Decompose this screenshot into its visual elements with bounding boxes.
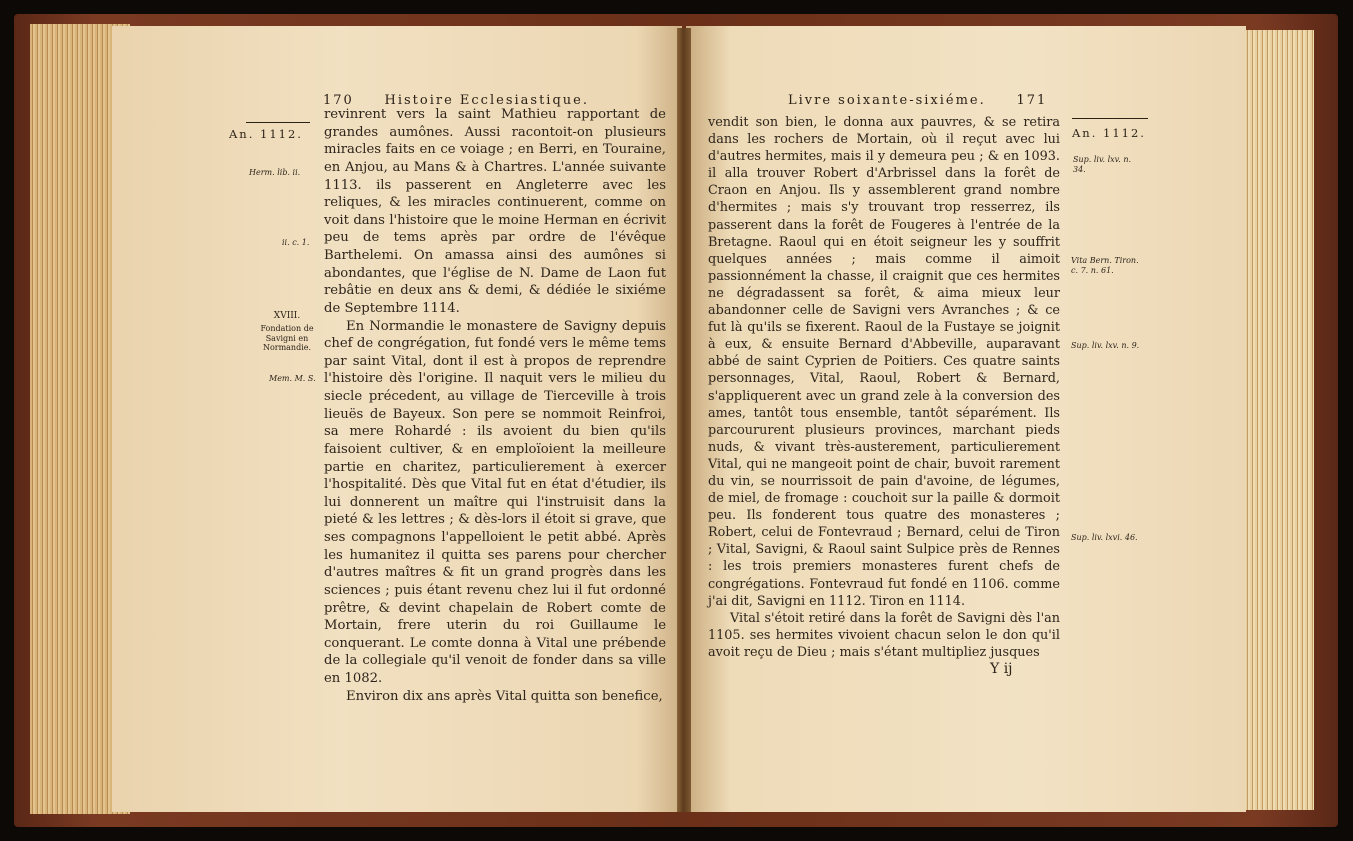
right-running-head: Livre soixante-sixiéme. [788,93,986,108]
margin-note-vita: Vita Bern. Tiron. c. 7. n. 61. [1071,256,1139,275]
right-margin-rule [1072,118,1148,119]
margin-note-sup3: Sup. liv. lxvi. 46. [1071,533,1138,542]
right-page-header [788,93,1047,108]
margin-note-chapter: ii. c. 1. [282,238,310,247]
margin-note-herm: Herm. lib. ii. [249,168,301,177]
left-running-head: Histoire Ecclesiastique. [384,93,589,108]
right-page-text [708,114,1060,661]
left-paragraph-3: Environ dix ans après Vital quitta son benefice, [346,688,663,704]
book-gutter [677,28,691,812]
left-paragraph-1: revinrent vers la saint Mathieu rapportant de grandes aumônes. Aussi racontoit-on plusieurs miracles faits en ce voiage ; en Berri, en Touraine, en Anjou, au Mans & à Chartres. L'année suivante 1113. ils passerent en Angleterre avec les reliques, & les miracles continuerent, comme on voit dans l'histoire que le moine Herman en écrivit peu de tems après par ordre de l'évêque Barthelemi. On amassa ainsi des aumônes si abondantes, que l'église de N. Dame de Laon fut rebâtie en deux ans & demi, & dédiée le sixiéme de Septembre 1114. [324,107,666,316]
margin-note-sup1: Sup. liv. lxv. n. 34. [1073,155,1132,174]
right-page-number: 171 [1016,93,1048,108]
signature-mark: Y ij [990,661,1013,677]
left-paragraph-2: En Normandie le monastere de Savigny depuis chef de congrégation, fut fondé vers le même tems par saint Vital, dont il est à propos de reprendre l'histoire dès l'origine. Il naquit vers le milieu du siecle précedent, au village de Tierceville à trois lieuës de Bayeux. Son pere se nommoit Reinfroi, sa mere Rohardé : ils avoient du bien qu'ils faisoient cultiver, & en emploïoient la meilleure partie en charitez, particulierement à exercer l'hospitalité. Dès que Vital fut en état d'étudier, ils lui donnerent un maître qui l'instruisit dans la pieté & les lettres ; & dès-lors il étoit si grave, que ses compagnons l'appelloient le petit abbé. Après les humanitez il quitta ses parens pour chercher d'autres maîtres & fit un grand progrès dans les sciences ; puis étant revenu chez lui il fut ordonné prêtre, & devint chapelain de Robert comte de Mortain, frere uterin du roi Guillaume le conquerant. Le comte donna à Vital une prébende de la collegiale qu'il venoit de fonder dans sa ville en 1082. [324,318,666,686]
section-number: XVIII. [273,311,301,321]
right-margin-year: An. 1112. [1072,126,1146,140]
section-title-note: Fondation de Savigni en Normandie. [260,324,314,352]
left-margin-year: An. 1112. [229,127,303,141]
right-paragraph-1: vendit son bien, le donna aux pauvres, & se retira dans les rochers de Mortain, où il reçut avec lui d'autres hermites, mais il y demeura peu ; & en 1093. il alla trouver Robert d'Arbrissel dans la forêt de Craon en Anjou. Ils y assemblerent grand nombre d'hermites ; mais s'y trouvant trop resserrez, ils passerent dans la forêt de Fougeres à l'entrée de la Bretagne. Raoul qui en étoit seigneur les y souffrit quelques années ; mais comme il aimoit passionnément la chasse, il craignit que ces hermites ne dégradassent sa forêt, & aima mieux leur abandonner celle de Savigni vers Avranches ; & ce fut là qu'ils se fixerent. Raoul de la Fustaye se joignit à eux, & ensuite Bernard d'Abbeville, auparavant abbé de saint Cyprien de Poitiers. Ces quatre saints personnages, Vital, Raoul, Robert & Bernard, s'appliquerent avec un grand zele à la conversion des ames, tantôt tous ensemble, tantôt séparément. Ils parcoururent plusieurs provinces, marchant pieds nuds, & vivant très-austerement, particulierement Vital, qui ne mangeoit point de chair, buvoit rarement du vin, se nourrissoit de pain d'avoine, de légumes, de miel, de fromage : couchoit sur la paille & dormoit peu. Ils fonderent tous quatre des monasteres ; Robert, celui de Fontevraud ; Bernard, celui de Tiron ; Vital, Savigni, & Raoul saint Sulpice près de Rennes : les trois premiers monasteres furent chefs de congrégations. Fontevraud fut fondé en 1106. comme j'ai dit, Savigni en 1112. Tiron en 1114. [708,115,1060,609]
right-paragraph-2: Vital s'étoit retiré dans la forêt de Savigni dès l'an 1105. ses hermites vivoient chacun selon le don qu'il avoit reçu de Dieu ; mais s'étant multipliez jusques [708,610,1060,660]
left-margin-rule [246,122,310,123]
margin-note-mem: Mem. M. S. [269,374,316,383]
margin-note-sup2: Sup. liv. lxv. n. 9. [1071,341,1140,350]
left-page-text [324,106,666,705]
left-page-number: 170 [323,93,354,108]
